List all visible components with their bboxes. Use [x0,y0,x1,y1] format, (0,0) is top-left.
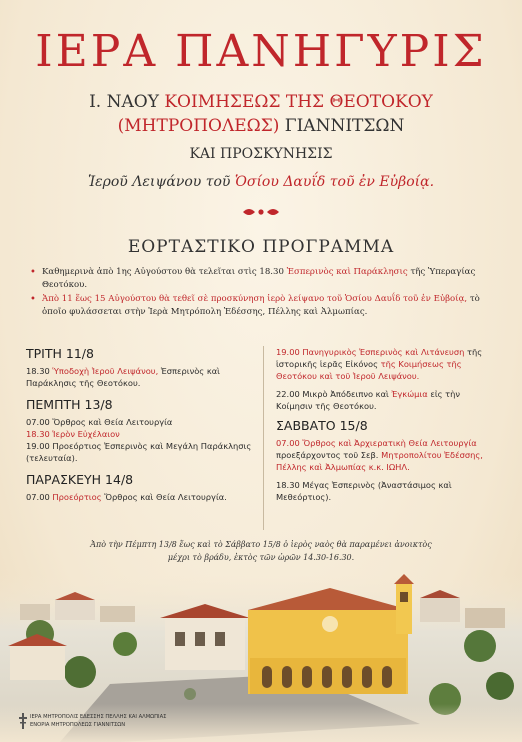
day-heading: ΠΑΡΑΣΚΕΥΗ 14/8 [26,472,134,487]
church-name-line2: (ΜΗΤΡΟΠΟΛΕΩΣ) ΓΙΑΝΝΙΤΣΩΝ [117,116,405,136]
schedule-right-column [276,346,498,511]
metropolis-emblem-icon [18,712,28,730]
schedule-left-column [26,346,254,511]
subtitle-veneration: ΚΑΙ ΠΡΟΣΚΥΝΗΣΙΣ [189,146,333,162]
event-item: 19.00 Πανηγυρικὸς Ἑσπερινὸς καὶ Λιτάνευση τῆς ἱστορικῆς ἱερᾶς Εἰκόνος τῆς Κοιμήσεως τῆς Θεοτόκου καὶ τοῦ Ἱεροῦ Λειψάνου. [276,347,483,381]
day-block-saturday [276,418,498,503]
event-item: 18.30 Μέγας Ἑσπερινὸς (Ἀναστάσιμος καὶ Μεθεόρτιος). [276,480,452,502]
church-name-line1: Ι. ΝΑΟΥ ΚΟΙΜΗΣΕΩΣ ΤΗΣ ΘΕΟΤΟΚΟΥ [89,92,433,112]
bullet-item: • Ἀπὸ 11 ἕως 15 Αὐγούστου θὰ τεθεῖ σὲ προσκύνηση ἱερὸ λείψανο τοῦ Ὁσίου Δαυΐδ τοῦ ἐν Εὐβοίᾳ, τὸ ὁποῖο φυλάσσεται στὴν Ἱερὰ Μητρόπολη Ἐδέσσης, Πέλλης καὶ Ἀλμωπίας. [30,293,500,319]
bullet-item: • Καθημερινὰ ἀπὸ 1ης Αὐγούστου θὰ τελεῖται στὶς 18.30 Ἑσπερινὸς καὶ Παράκλησις τῆς Ὑπεραγίας Θεοτόκου. [30,266,500,292]
event-item: 19.00 Προεόρτιος Ἑσπερινὸς καὶ Μεγάλη Παράκλησις (τελευταία). [26,441,252,463]
event-item: 22.00 Μικρὸ Ἀπόδειπνο καὶ Ἐγκώμια εἰς τὴν Κοίμησιν τῆς Θεοτόκου. [276,389,461,411]
event-item: 07.00 Ὄρθρος καὶ Ἀρχιερατικὴ Θεία Λειτουργία προεξάρχοντος τοῦ Σεβ. Μητροπολίτου Ἐδέσσης, Πέλλης καὶ Ἀλμωπίας κ.κ. ΙΩΗΛ. [276,438,483,472]
day-block-friday [26,472,254,503]
ornament-divider-icon [241,206,281,218]
day-block-thursday [26,397,254,464]
opening-hours-note: Ἀπὸ τὴν Πέμπτη 13/8 ἕως καὶ τὸ Σάββατο 15/8 ὁ ἱερὸς ναὸς θὰ παραμένει ἀνοικτὸς μέχρι τὸ βράδυ, ἐκτὸς τῶν ὡρῶν 14.30-16.30. [90,540,432,562]
column-divider [263,346,264,530]
event-item: 18.30 Ἱερὸν Εὐχέλαιον [26,429,120,439]
subtitle-relic: Ἱεροῦ Λειψάνου τοῦ Ὁσίου Δαυΐδ τοῦ ἐν Εὐβοίᾳ. [87,174,435,190]
program-bullets [30,266,500,320]
day-heading: ΠΕΜΠΤΗ 13/8 [26,397,113,412]
program-title: ΕΟΡΤΑΣΤΙΚΟ ΠΡΟΓΡΑΜΜΑ [127,237,395,257]
event-item: 07.00 Προεόρτιος Ὄρθρος καὶ Θεία Λειτουργία. [26,492,227,502]
footer-organization: ΙΕΡΑ ΜΗΤΡΟΠΟΛΙΣ ΕΔΕΣΣΗΣ ΠΕΛΛΗΣ ΚΑΙ ΑΛΜΩΠΙΑΣ ΕΝΟΡΙΑ ΜΗΤΡΟΠΟΛΕΩΣ ΓΙΑΝΝΙΤΣΩΝ [30,714,167,728]
poster-title: ΙΕΡΑ ΠΑΝΗΓΥΡΙΣ [35,26,487,77]
day-block-tuesday [26,346,254,389]
day-heading: ΣΑΒΒΑΤΟ 15/8 [276,418,368,433]
event-item: 07.00 Ὄρθρος καὶ Θεία Λειτουργία [26,417,173,427]
day-heading: ΤΡΙΤΗ 11/8 [26,346,94,361]
event-item: 18.30 Ὑποδοχὴ Ἱεροῦ Λειψάνου, Ἑσπερινὸς καὶ Παράκλησις τῆς Θεοτόκου. [26,366,220,388]
